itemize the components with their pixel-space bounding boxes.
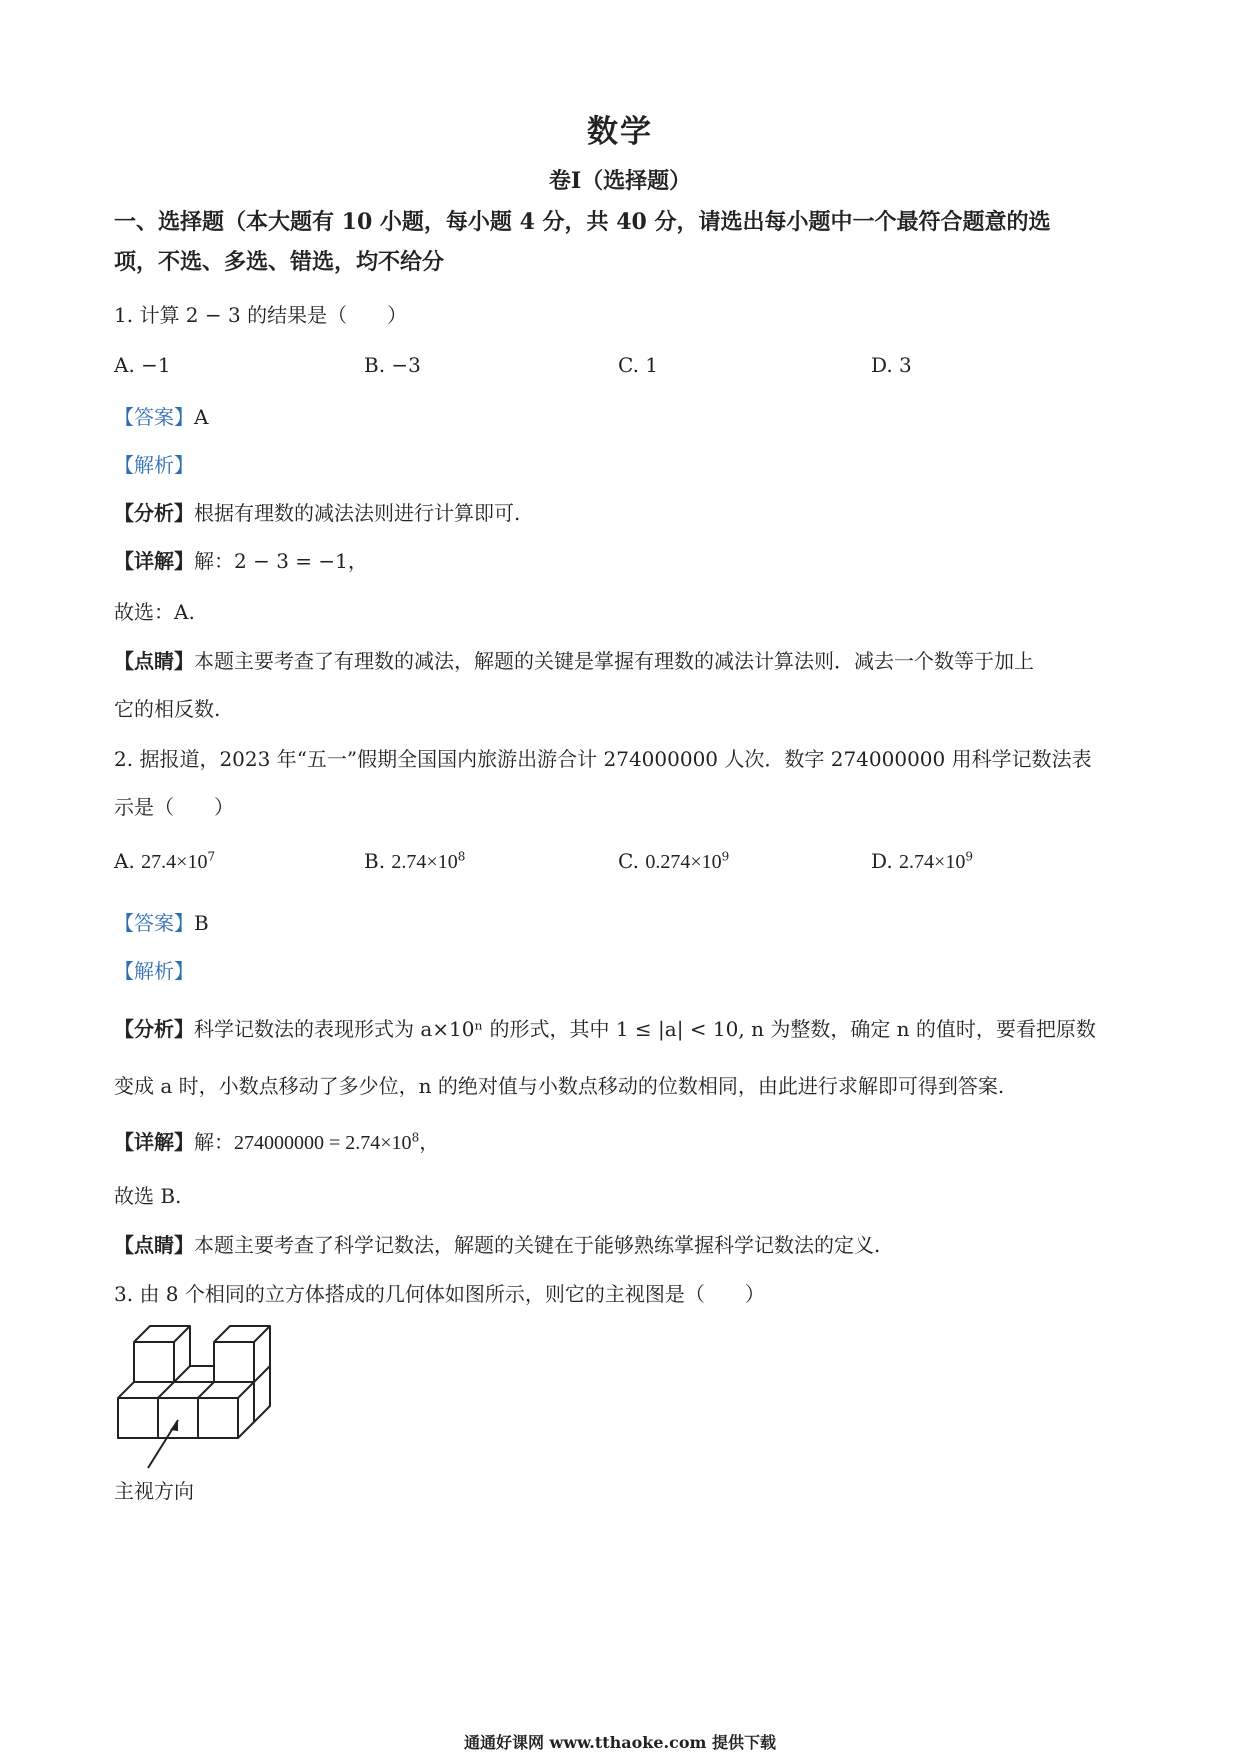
q2-option-c xyxy=(618,849,729,874)
q1-answer xyxy=(114,401,208,430)
q2-stem-line2: 示是（ ） xyxy=(114,795,234,819)
q1-fenxi xyxy=(114,497,520,526)
q1-option-a: A. −1 xyxy=(114,353,171,377)
option-label: D. xyxy=(871,849,893,873)
fenxi-text: 科学记数法的表现形式为 a×10ⁿ 的形式，其中 1 ≤ |a| < 10, n 为整数，确定 n 的值时，要看把原数 xyxy=(194,1017,1096,1041)
q1-option-d: D. 3 xyxy=(871,353,912,377)
q2-xiangjie xyxy=(114,1126,439,1155)
xiangjie-exp: 8 xyxy=(411,1130,420,1145)
cube-figure xyxy=(112,1318,312,1508)
cube-bottom-1 xyxy=(118,1398,158,1438)
q3-stem: 3. 由 8 个相同的立方体搭成的几何体如图所示，则它的主视图是（ ） xyxy=(114,1282,765,1306)
footer-source: 通通好课网 www.tthaoke.com 提供下载 xyxy=(463,1733,777,1752)
section-heading-line1: 一、选择题（本大题有 10 小题，每小题 4 分，共 40 分，请选出每小题中一个最符合题意的选 xyxy=(114,209,1051,235)
q1-dianjing-line2: 它的相反数. xyxy=(114,697,221,721)
q2-option-a xyxy=(114,849,215,874)
q2-fenxi-line1 xyxy=(114,1013,1096,1042)
arrow-head-icon xyxy=(170,1420,178,1431)
dianjing-tag: 【点睛】 xyxy=(114,1233,194,1257)
figure-label: 主视方向 xyxy=(114,1479,194,1503)
answer-tag: 【答案】 xyxy=(114,405,194,429)
dianjing-text: 本题主要考查了有理数的减法，解题的关键是掌握有理数的减法计算法则．减去一个数等于加上 xyxy=(194,649,1034,673)
paper-subtitle: 卷Ⅰ（选择题） xyxy=(548,168,692,194)
option-exp: 8 xyxy=(457,849,466,864)
cube-top-right xyxy=(214,1342,254,1382)
q2-guxuan: 故选 B. xyxy=(114,1184,182,1208)
option-exp: 9 xyxy=(965,849,973,864)
xiangjie-end: ， xyxy=(419,1130,440,1154)
fenxi-tag: 【分析】 xyxy=(114,1017,194,1041)
fenxi-tag: 【分析】 xyxy=(114,501,194,525)
q2-jiexi-tag: 【解析】 xyxy=(114,959,194,983)
answer-value: B xyxy=(194,911,209,935)
page-title: 数学 xyxy=(587,114,653,150)
option-exp: 7 xyxy=(207,849,216,864)
xiangjie-tag: 【详解】 xyxy=(114,549,194,573)
fenxi-text: 根据有理数的减法法则进行计算即可. xyxy=(194,501,521,525)
cube-bottom-2 xyxy=(158,1398,198,1438)
option-label: A. xyxy=(114,849,135,873)
q1-stem: 1. 计算 2 − 3 的结果是（ ） xyxy=(114,303,408,327)
q2-option-d xyxy=(871,849,973,874)
dianjing-tag: 【点睛】 xyxy=(114,649,194,673)
q1-option-b: B. −3 xyxy=(364,353,421,377)
option-base: 0.274×10 xyxy=(645,851,722,873)
answer-value: A xyxy=(194,405,209,429)
q2-stem-line1: 2. 据报道，2023 年“五一”假期全国国内旅游出游合计 274000000 人次．数字 274000000 用科学记数法表 xyxy=(114,747,1092,771)
q1-jiexi-tag: 【解析】 xyxy=(114,453,194,477)
cube-top-left xyxy=(134,1342,174,1382)
xiangjie-text: 解：2 − 3 = −1， xyxy=(194,549,368,573)
answer-tag: 【答案】 xyxy=(114,911,194,935)
q1-xiangjie xyxy=(114,545,368,574)
q2-fenxi-line2: 变成 a 时，小数点移动了多少位，n 的绝对值与小数点移动的位数相同，由此进行求解即可得到答案. xyxy=(114,1074,1005,1098)
option-base: 2.74×10 xyxy=(899,851,966,873)
option-label: B. xyxy=(364,849,386,873)
option-base: 2.74×10 xyxy=(391,851,458,873)
q2-answer xyxy=(114,907,209,936)
option-base: 27.4×10 xyxy=(141,851,208,873)
q1-option-c: C. 1 xyxy=(618,353,659,377)
q1-dianjing-line1 xyxy=(114,645,1034,674)
q2-dianjing xyxy=(114,1229,880,1258)
section-heading-line2: 项，不选、多选、错选，均不给分 xyxy=(114,249,445,275)
xiangjie-tag: 【详解】 xyxy=(114,1130,194,1154)
option-label: C. xyxy=(618,849,639,873)
dianjing-text: 本题主要考查了科学记数法，解题的关键在于能够熟练掌握科学记数法的定义. xyxy=(194,1233,881,1257)
q2-option-b xyxy=(364,849,465,874)
cube-bottom-3 xyxy=(198,1398,238,1438)
option-exp: 9 xyxy=(721,849,730,864)
xiangjie-text: 解：274000000 = 2.74×10 xyxy=(194,1132,412,1154)
q1-guxuan: 故选：A. xyxy=(114,600,195,624)
